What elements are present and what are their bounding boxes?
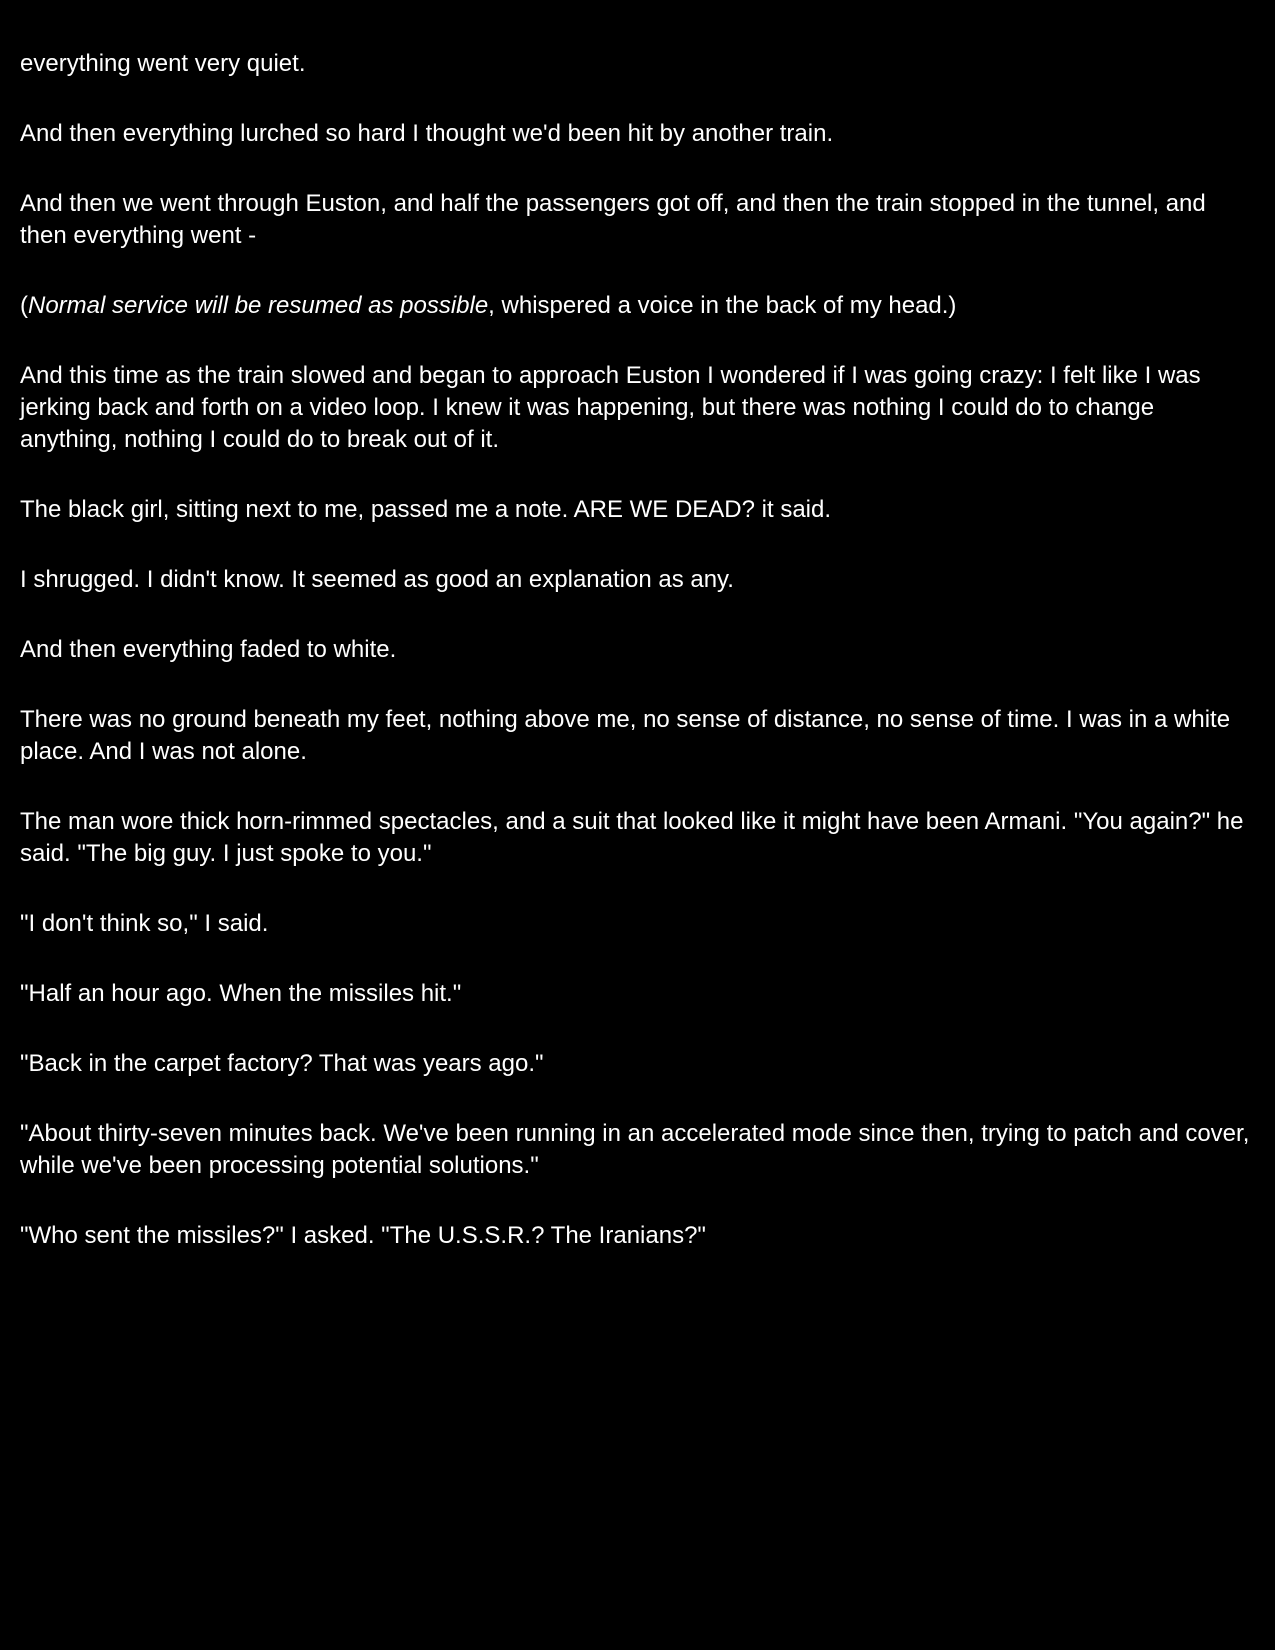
paragraph: I shrugged. I didn't know. It seemed as good an explanation as any. xyxy=(20,566,734,593)
paragraph: "Back in the carpet factory? That was years ago." xyxy=(20,1050,544,1077)
paragraph: "Half an hour ago. When the missiles hit." xyxy=(20,980,462,1007)
document-page xyxy=(20,48,1255,1290)
paragraph: And then we went through Euston, and half the passengers got off, and then the train stopped in the tunnel, and then everything went - xyxy=(20,190,1206,249)
paragraph: everything went very quiet. xyxy=(20,50,306,77)
paragraph-suffix: , whispered a voice in the back of my head.) xyxy=(488,292,957,319)
paragraph: The black girl, sitting next to me, passed me a note. ARE WE DEAD? it said. xyxy=(20,496,832,523)
paragraph: And this time as the train slowed and began to approach Euston I wondered if I was going crazy: I felt like I was jerking back and forth on a video loop. I knew it was happening, but there was nothing I could do to change anything, nothing I could do to break out of it. xyxy=(20,362,1201,453)
paragraph: And then everything lurched so hard I thought we'd been hit by another train. xyxy=(20,120,834,147)
paragraph: The man wore thick horn-rimmed spectacles, and a suit that looked like it might have been Armani. "You again?" he said. "The big guy. I just spoke to you." xyxy=(20,808,1244,867)
paragraph: And then everything faded to white. xyxy=(20,636,397,663)
paragraph: "About thirty-seven minutes back. We've been running in an accelerated mode since then, trying to patch and cover, while we've been processing potential solutions." xyxy=(20,1120,1250,1179)
italic-phrase: Normal service will be resumed as possible xyxy=(28,292,489,319)
paragraph: There was no ground beneath my feet, nothing above me, no sense of distance, no sense of time. I was in a white place. And I was not alone. xyxy=(20,706,1231,765)
paragraph: "I don't think so," I said. xyxy=(20,910,269,937)
paragraph-with-italic xyxy=(20,290,1255,322)
paragraph-prefix: ( xyxy=(20,292,28,319)
paragraph: "Who sent the missiles?" I asked. "The U.S.S.R.? The Iranians?" xyxy=(20,1222,706,1249)
